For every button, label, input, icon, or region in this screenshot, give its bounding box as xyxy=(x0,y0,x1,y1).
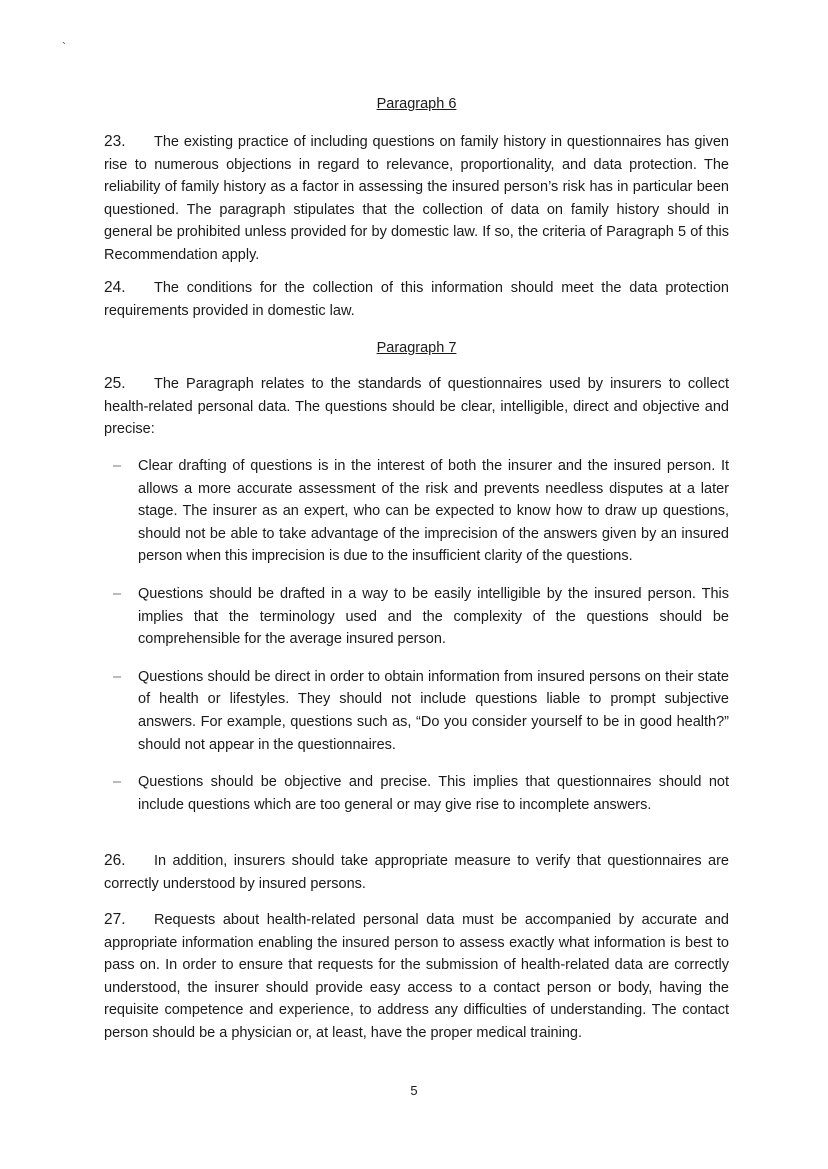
paragraph-24 xyxy=(104,277,729,322)
bullet-list xyxy=(104,455,729,816)
paragraph-27 xyxy=(104,909,729,1045)
stray-mark: ` xyxy=(62,40,66,54)
list-item-text: Questions should be objective and precise. This implies that questionnaires should not include questions which are too general or may give rise to incomplete answers. xyxy=(138,774,729,813)
dash-bullet: – xyxy=(113,585,122,602)
page-number: 5 xyxy=(410,1083,418,1098)
paragraph-text: Requests about health-related personal data must be accompanied by accurate and appropriate information enabling the insured person to assess exactly what information is best to pass on. In order to ensure that requests for the submission of health-related data are correctly understood, the insurer should provide easy access to a contact person or body, having the requisite competence and experience, to address any difficulties of understanding. The contact person should be a physician or, at least, have the proper medical training. xyxy=(104,912,729,1041)
paragraph-number: 23. xyxy=(104,133,126,150)
list-item-text: Questions should be drafted in a way to be easily intelligible by the insured person. This implies that the terminology used and the complexity of the questions should be comprehensible for the average insured person. xyxy=(138,585,729,648)
heading-paragraph-6: Paragraph 6 xyxy=(376,96,457,112)
dash-bullet: – xyxy=(113,774,122,791)
heading-paragraph-7: Paragraph 7 xyxy=(376,340,457,356)
list-item xyxy=(104,455,729,568)
list-item xyxy=(104,666,729,756)
paragraph-25 xyxy=(104,373,729,441)
dash-bullet: – xyxy=(113,668,122,685)
paragraph-number: 24. xyxy=(104,279,126,296)
paragraph-text: The conditions for the collection of this information should meet the data protection requirements provided in domestic law. xyxy=(104,280,729,319)
list-item xyxy=(104,771,729,816)
list-item-text: Clear drafting of questions is in the interest of both the insurer and the insured person. It allows a more accurate assessment of the risk and prevents needless disputes at a later stage. The insurer as an expert, who can be expected to know how to draw up questions, should not be able to take advantage of the imprecision of the answers given by an insured person when this imprecision is due to the insufficient clarity of the questions. xyxy=(138,458,729,565)
paragraph-number: 25. xyxy=(104,375,126,392)
dash-bullet: – xyxy=(113,458,122,474)
paragraph-26 xyxy=(104,850,729,895)
paragraph-number: 26. xyxy=(104,852,126,869)
list-item xyxy=(104,583,729,651)
list-item-text: Questions should be direct in order to obtain information from insured persons on their state of health or lifestyles. They should not include questions liable to prompt subjective answers. For example, questions such as, “Do you consider yourself to be in good health?” should not appear in the questionnaires. xyxy=(138,668,729,753)
paragraph-text: The existing practice of including questions on family history in questionnaires has given rise to numerous objections in regard to relevance, proportionality, and data protection. The reliability of family history as a factor in assessing the insured person’s risk has in particular been questioned. The paragraph stipulates that the collection of data on family history should in general be prohibited unless provided for by domestic law. If so, the criteria of Paragraph 5 of this Recommendation apply. xyxy=(104,134,729,263)
paragraph-text: In addition, insurers should take appropriate measure to verify that questionnaires are correctly understood by insured persons. xyxy=(104,853,729,892)
paragraph-23 xyxy=(104,131,729,267)
paragraph-text: The Paragraph relates to the standards of questionnaires used by insurers to collect health-related personal data. The questions should be clear, intelligible, direct and objective and precise: xyxy=(104,376,729,438)
paragraph-number: 27. xyxy=(104,911,126,928)
